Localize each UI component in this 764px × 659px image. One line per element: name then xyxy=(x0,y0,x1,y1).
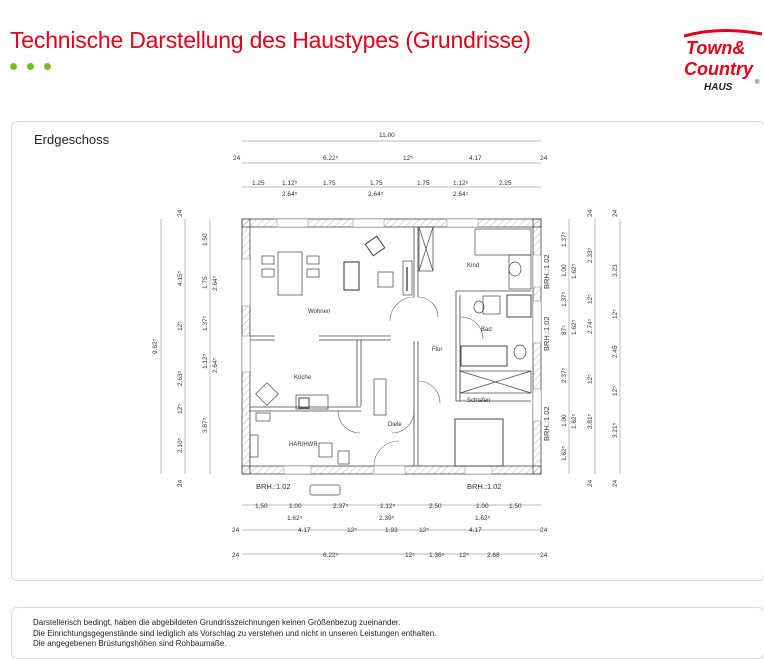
decorative-dots xyxy=(10,63,51,70)
svg-text:BRH.:1.02: BRH.:1.02 xyxy=(256,482,291,491)
svg-text:24: 24 xyxy=(612,479,619,487)
svg-text:1.00: 1.00 xyxy=(289,503,302,510)
svg-text:12⁵: 12⁵ xyxy=(347,527,357,534)
svg-text:2.68: 2.68 xyxy=(487,552,500,559)
svg-text:1.37⁵: 1.37⁵ xyxy=(202,315,209,331)
svg-text:6.22⁵: 6.22⁵ xyxy=(323,155,339,162)
dims-right xyxy=(561,209,619,487)
svg-text:1.75: 1.75 xyxy=(202,276,209,289)
svg-text:1.00: 1.00 xyxy=(561,264,568,277)
svg-text:24: 24 xyxy=(233,155,241,162)
svg-text:3.23: 3.23 xyxy=(612,264,619,277)
svg-text:1.62⁵: 1.62⁵ xyxy=(571,319,578,335)
svg-text:1.12⁵: 1.12⁵ xyxy=(282,180,298,187)
svg-text:®: ® xyxy=(755,80,760,86)
svg-text:12⁵: 12⁵ xyxy=(587,294,594,304)
svg-text:3.87⁵: 3.87⁵ xyxy=(202,417,209,433)
svg-text:1.50: 1.50 xyxy=(202,233,209,246)
floor-label: Erdgeschoss xyxy=(34,132,110,147)
svg-text:12⁵: 12⁵ xyxy=(612,386,619,396)
svg-text:12⁵: 12⁵ xyxy=(405,552,415,559)
svg-text:2.64⁵: 2.64⁵ xyxy=(212,357,219,373)
svg-text:1.62⁵: 1.62⁵ xyxy=(475,515,491,522)
room-kind: Kind xyxy=(467,263,480,269)
svg-text:4.17: 4.17 xyxy=(469,155,482,162)
dims-bottom xyxy=(232,503,548,559)
town-country-logo xyxy=(680,26,764,96)
svg-text:12⁵: 12⁵ xyxy=(177,321,184,331)
svg-text:Town&: Town& xyxy=(686,38,746,58)
svg-text:24: 24 xyxy=(232,552,240,559)
disclaimer-line: Darstellerisch bedingt, haben die abgebildeten Grundrisszeichnungen keinen Größenbezug zueinander. xyxy=(33,618,401,627)
svg-text:87⁵: 87⁵ xyxy=(561,325,568,335)
svg-text:BRH.:1.02: BRH.:1.02 xyxy=(542,316,551,351)
svg-text:1.62⁵: 1.62⁵ xyxy=(287,515,303,522)
room-kueche: Küche xyxy=(294,375,312,381)
dot-icon xyxy=(44,63,51,70)
svg-text:1.00: 1.00 xyxy=(561,414,568,427)
svg-text:BRH.:1.02: BRH.:1.02 xyxy=(542,254,551,289)
svg-text:12⁵: 12⁵ xyxy=(587,374,594,384)
svg-text:12⁵: 12⁵ xyxy=(177,404,184,414)
svg-text:Country: Country xyxy=(684,59,753,79)
svg-text:1.75: 1.75 xyxy=(370,180,383,187)
svg-text:24: 24 xyxy=(177,209,184,217)
dims-left xyxy=(152,209,219,487)
svg-text:9.62⁵: 9.62⁵ xyxy=(152,338,159,354)
svg-text:4.17: 4.17 xyxy=(469,527,482,534)
svg-text:1.37⁵: 1.37⁵ xyxy=(561,231,568,247)
svg-text:2.33⁵: 2.33⁵ xyxy=(587,247,594,263)
room-schlafen: Schlafen xyxy=(467,398,491,404)
svg-text:1.12⁵: 1.12⁵ xyxy=(380,503,396,510)
disclaimer-line: Die angegebenen Brüstungshöhen sind Rohbaumaße. xyxy=(33,639,227,648)
svg-text:24: 24 xyxy=(612,209,619,217)
svg-text:3.21⁵: 3.21⁵ xyxy=(612,422,619,438)
floorplan-drawing xyxy=(12,122,764,580)
svg-text:HAUS: HAUS xyxy=(704,82,733,93)
svg-text:2.37⁵: 2.37⁵ xyxy=(561,367,568,383)
svg-text:2.50: 2.50 xyxy=(429,503,442,510)
disclaimer-box xyxy=(11,607,764,659)
svg-text:1.75: 1.75 xyxy=(323,180,336,187)
room-diele: Diele xyxy=(388,422,402,428)
svg-text:1.62⁵: 1.62⁵ xyxy=(571,263,578,279)
room-wohnen: Wohnen xyxy=(308,309,331,315)
svg-text:2.64⁵: 2.64⁵ xyxy=(212,275,219,291)
svg-text:1.25: 1.25 xyxy=(252,180,265,187)
svg-text:1.50: 1.50 xyxy=(255,503,268,510)
svg-text:2.64⁵: 2.64⁵ xyxy=(368,191,384,198)
svg-text:1.12⁵: 1.12⁵ xyxy=(202,353,209,369)
svg-text:3.81⁵: 3.81⁵ xyxy=(587,413,594,429)
svg-text:2.25: 2.25 xyxy=(499,180,512,187)
svg-text:1.62⁵: 1.62⁵ xyxy=(561,445,568,461)
svg-text:BRH.:1.02: BRH.:1.02 xyxy=(467,482,502,491)
svg-text:2.63⁵: 2.63⁵ xyxy=(177,370,184,386)
svg-text:2.37⁵: 2.37⁵ xyxy=(333,503,349,510)
svg-text:1.62⁵: 1.62⁵ xyxy=(571,413,578,429)
svg-text:24: 24 xyxy=(232,527,240,534)
dimension-lines xyxy=(161,141,620,554)
svg-text:1.00: 1.00 xyxy=(476,503,489,510)
room-bad: Bad xyxy=(481,327,492,333)
svg-text:24: 24 xyxy=(540,155,548,162)
brh-labels xyxy=(256,254,551,491)
svg-text:1.36⁵: 1.36⁵ xyxy=(429,552,445,559)
svg-text:1.37⁵: 1.37⁵ xyxy=(561,291,568,307)
svg-text:24: 24 xyxy=(587,209,594,217)
svg-text:24: 24 xyxy=(177,479,184,487)
svg-text:12⁵: 12⁵ xyxy=(419,527,429,534)
svg-text:4.17: 4.17 xyxy=(298,527,311,534)
floorplan-panel xyxy=(11,121,764,581)
svg-text:2.10⁵: 2.10⁵ xyxy=(177,437,184,453)
svg-text:2.74⁵: 2.74⁵ xyxy=(587,318,594,334)
svg-text:11.00: 11.00 xyxy=(379,132,395,139)
svg-text:12⁵: 12⁵ xyxy=(403,155,413,162)
svg-text:2.64⁵: 2.64⁵ xyxy=(282,191,298,198)
svg-text:24: 24 xyxy=(540,552,548,559)
svg-text:6.22⁵: 6.22⁵ xyxy=(323,552,339,559)
svg-text:12⁵: 12⁵ xyxy=(612,309,619,319)
svg-text:1.12⁵: 1.12⁵ xyxy=(453,180,469,187)
disclaimer-line: Die Einrichtungsgegenstände sind lediglich als Vorschlag zu verstehen und nicht in unseren Leistungen enthalten. xyxy=(33,628,437,638)
page-title: Technische Darstellung des Haustypes (Grundrisse) xyxy=(10,27,531,53)
room-flur: Flur xyxy=(432,347,443,353)
furniture xyxy=(250,227,531,495)
svg-text:4.15⁵: 4.15⁵ xyxy=(177,270,184,286)
svg-text:2.45: 2.45 xyxy=(612,345,619,358)
svg-text:1.93: 1.93 xyxy=(385,527,398,534)
svg-text:1.75: 1.75 xyxy=(417,180,430,187)
svg-text:1.50: 1.50 xyxy=(509,503,522,510)
dot-icon xyxy=(10,63,17,70)
svg-text:2.39⁵: 2.39⁵ xyxy=(379,515,395,522)
svg-text:24: 24 xyxy=(540,527,548,534)
doors xyxy=(338,297,483,466)
svg-text:24: 24 xyxy=(587,479,594,487)
room-har: HAR/HWR xyxy=(289,442,318,448)
dims-top xyxy=(233,132,548,198)
svg-text:2.64⁵: 2.64⁵ xyxy=(453,191,469,198)
svg-text:BRH.:1.02: BRH.:1.02 xyxy=(542,406,551,441)
svg-text:12⁵: 12⁵ xyxy=(459,552,469,559)
dot-icon xyxy=(27,63,34,70)
